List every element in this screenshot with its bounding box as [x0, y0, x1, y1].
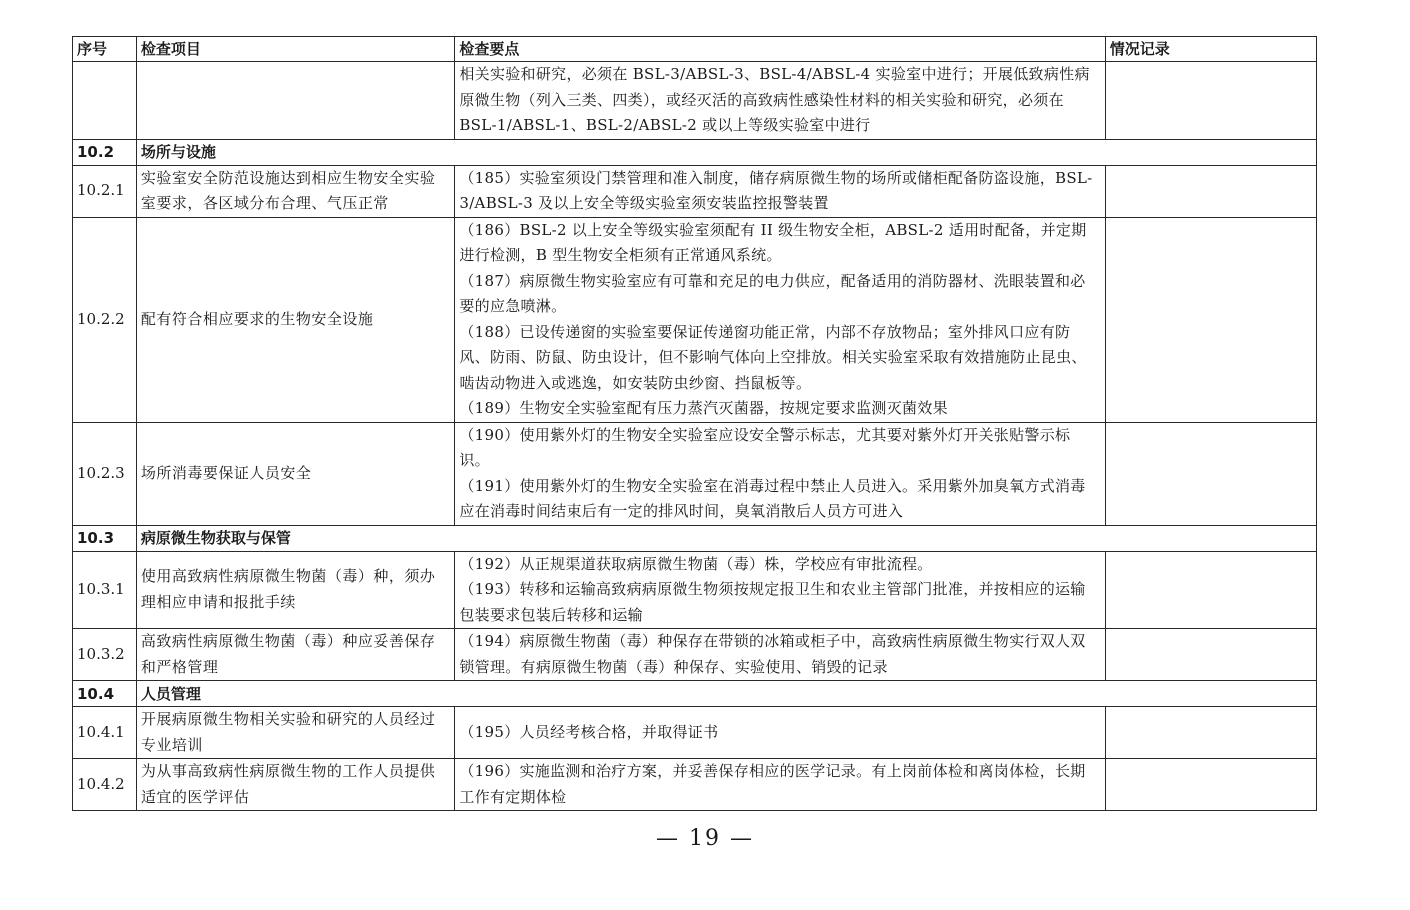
check-point-text: （185）实验室须设门禁管理和准入制度，储存病原微生物的场所或储柜配备防盗设施，BSL-3/ABSL-3 及以上安全等级实验室须安装监控报警装置 — [459, 168, 1093, 212]
item-number: 10.4.1 — [73, 707, 137, 759]
check-item: 配有符合相应要求的生物安全设施 — [136, 217, 454, 422]
header-item: 检查项目 — [136, 37, 454, 62]
record-cell[interactable] — [1105, 551, 1316, 629]
check-point-text: （194）病原微生物菌（毒）种保存在带锁的冰箱或柜子中，高致病性病原微生物实行双人双锁管理。有病原微生物菌（毒）种保存、实验使用、销毁的记录 — [459, 632, 1086, 676]
check-points — [455, 165, 1105, 217]
table-row — [73, 62, 1317, 140]
check-points — [455, 629, 1105, 681]
check-points — [455, 707, 1105, 759]
record-cell[interactable] — [1105, 62, 1316, 140]
check-point-text: （192）从正规渠道获取病原微生物菌（毒）株，学校应有审批流程。 — [459, 554, 933, 573]
section-title: 病原微生物获取与保管 — [136, 525, 1316, 551]
check-item: 为从事高致病性病原微生物的工作人员提供适宜的医学评估 — [136, 759, 454, 811]
check-item: 实验室安全防范设施达到相应生物安全实验室要求，各区域分布合理、气压正常 — [136, 165, 454, 217]
table-row — [73, 422, 1317, 525]
section-title: 场所与设施 — [136, 139, 1316, 165]
table-header-row — [73, 37, 1317, 62]
check-point-text: （190）使用紫外灯的生物安全实验室应设安全警示标志，尤其要对紫外灯开关张贴警示标识。 — [459, 425, 1071, 469]
check-points — [455, 62, 1105, 140]
check-points — [455, 759, 1105, 811]
record-cell[interactable] — [1105, 165, 1316, 217]
item-number: 10.2.3 — [73, 422, 137, 525]
item-number: 10.2.2 — [73, 217, 137, 422]
item-number: 10.3.2 — [73, 629, 137, 681]
item-number — [73, 62, 137, 140]
check-points — [455, 217, 1105, 422]
table-row — [73, 629, 1317, 681]
item-number: 10.4.2 — [73, 759, 137, 811]
table-row — [73, 165, 1317, 217]
check-point-text: （186）BSL-2 以上安全等级实验室须配有 II 级生物安全柜，ABSL-2 适用时配备，并定期进行检测，B 型生物安全柜须有正常通风系统。 — [459, 220, 1087, 264]
table-row — [73, 217, 1317, 422]
section-number: 10.4 — [73, 681, 137, 707]
section-row — [73, 681, 1317, 707]
header-point: 检查要点 — [455, 37, 1105, 62]
check-item: 场所消毒要保证人员安全 — [136, 422, 454, 525]
check-point-text: （191）使用紫外灯的生物安全实验室在消毒过程中禁止人员进入。采用紫外加臭氧方式消毒应在消毒时间结束后有一定的排风时间，臭氧消散后人员方可进入 — [459, 476, 1086, 520]
record-cell[interactable] — [1105, 759, 1316, 811]
check-point-text: （196）实施监测和治疗方案，并妥善保存相应的医学记录。有上岗前体检和离岗体检，长期工作有定期体检 — [459, 762, 1086, 806]
check-points — [455, 422, 1105, 525]
item-number: 10.3.1 — [73, 551, 137, 629]
header-record: 情况记录 — [1105, 37, 1316, 62]
check-point-text: （195）人员经考核合格，并取得证书 — [459, 722, 719, 741]
check-item: 开展病原微生物相关实验和研究的人员经过专业培训 — [136, 707, 454, 759]
check-points — [455, 551, 1105, 629]
table-row — [73, 759, 1317, 811]
section-row — [73, 525, 1317, 551]
record-cell[interactable] — [1105, 629, 1316, 681]
table-body — [73, 62, 1317, 811]
section-number: 10.2 — [73, 139, 137, 165]
record-cell[interactable] — [1105, 707, 1316, 759]
check-item — [136, 62, 454, 140]
header-no: 序号 — [73, 37, 137, 62]
check-point-text: （188）已设传递窗的实验室要保证传递窗功能正常，内部不存放物品；室外排风口应有防风、防雨、防鼠、防虫设计，但不影响气体向上空排放。相关实验室采取有效措施防止昆虫、啮齿动物进入或逃逸，如安装防虫纱窗、挡鼠板等。 — [459, 322, 1087, 392]
section-title: 人员管理 — [136, 681, 1316, 707]
check-point-text: 相关实验和研究，必须在 BSL-3/ABSL-3、BSL-4/ABSL-4 实验室中进行；开展低致病性病原微生物（列入三类、四类），或经灭活的高致病性感染性材料的相关实验和研究，必须在 BSL-1/ABSL-1、BSL-2/ABSL-2 或以上等级实验室中进行 — [459, 65, 1090, 134]
section-number: 10.3 — [73, 525, 137, 551]
check-item: 高致病性病原微生物菌（毒）种应妥善保存和严格管理 — [136, 629, 454, 681]
table-row — [73, 551, 1317, 629]
check-item: 使用高致病性病原微生物菌（毒）种，须办理相应申请和报批手续 — [136, 551, 454, 629]
check-point-text: （187）病原微生物实验室应有可靠和充足的电力供应，配备适用的消防器材、洗眼装置和必要的应急喷淋。 — [459, 271, 1086, 315]
page-number: — 19 — — [656, 826, 754, 851]
item-number: 10.2.1 — [73, 165, 137, 217]
record-cell[interactable] — [1105, 217, 1316, 422]
section-row — [73, 139, 1317, 165]
record-cell[interactable] — [1105, 422, 1316, 525]
inspection-table — [72, 36, 1317, 811]
check-point-text: （193）转移和运输高致病病原微生物须按规定报卫生和农业主管部门批准，并按相应的运输包装要求包装后转移和运输 — [459, 580, 1086, 624]
check-point-text: （189）生物安全实验室配有压力蒸汽灭菌器，按规定要求监测灭菌效果 — [459, 399, 948, 417]
table-row — [73, 707, 1317, 759]
